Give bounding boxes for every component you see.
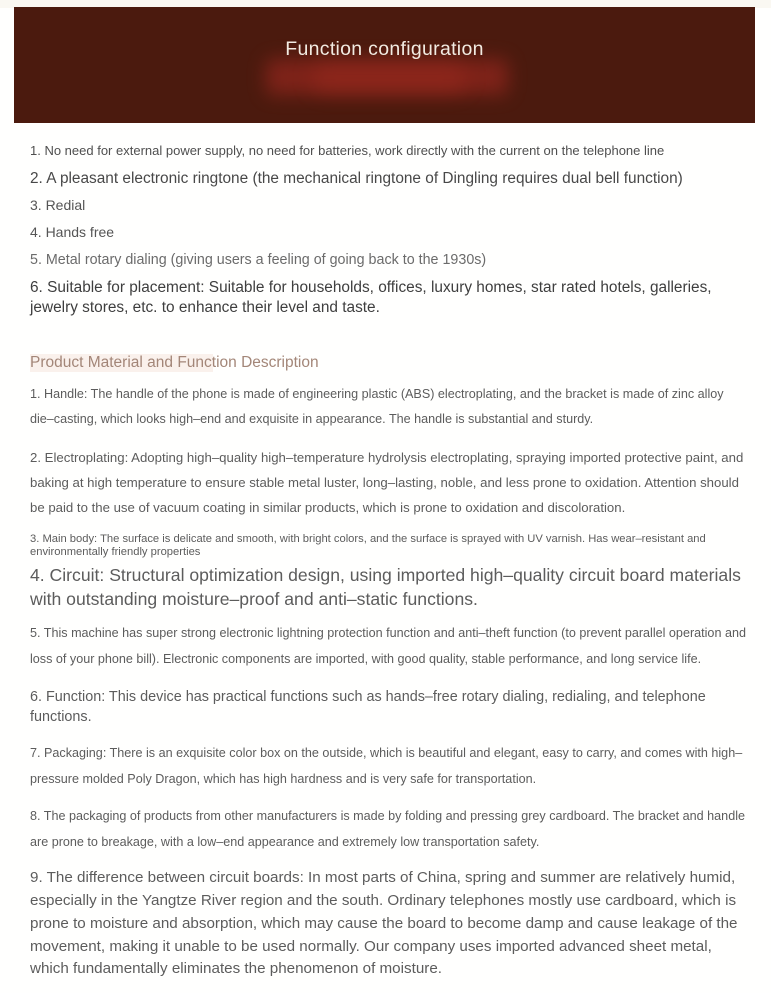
page-title: Function configuration xyxy=(285,38,484,60)
function-list-item: 5. Metal rotary dialing (giving users a feeling of going back to the 1930s) xyxy=(30,252,487,269)
function-configuration-list xyxy=(30,143,747,318)
description-item: 1. Handle: The handle of the phone is made of engineering plastic (ABS) electroplating, and the bracket is made of zinc alloy die–casting, which looks high–end and exquisite in appearance. The handle is substantial and sturdy. xyxy=(30,386,724,427)
function-list-item: 1. No need for external power supply, no need for batteries, work directly with the current on the telephone line xyxy=(30,143,665,158)
description-item: 8. The packaging of products from other manufacturers is made by folding and pressing grey cardboard. The bracket and handle are prone to breakage, with a low–end appearance and extremely low transportation safety. xyxy=(30,809,745,849)
section-heading: Product Material and Function Description xyxy=(30,354,325,372)
description-item: 3. Main body: The surface is delicate and smooth, with bright colors, and the surface is sprayed with UV varnish. Has wear–resistant and environmentally friendly properties xyxy=(30,532,706,559)
material-description-list xyxy=(30,382,747,981)
description-item: 5. This machine has super strong electronic lightning protection function and anti–theft function (to prevent parallel operation and loss of your phone bill). Electronic components are imported, with good quality, stable performance, and long service life. xyxy=(30,626,746,666)
description-item: 6. Function: This device has practical functions such as hands–free rotary dialing, redialing, and telephone functions. xyxy=(30,689,706,726)
function-list-item: 4. Hands free xyxy=(30,224,115,241)
function-list-item: 2. A pleasant electronic ringtone (the mechanical ringtone of Dingling requires dual bell function) xyxy=(30,169,683,187)
description-item: 7. Packaging: There is an exquisite color box on the outside, which is beautiful and elegant, easy to carry, and comes with high–pressure molded Poly Dragon, which has high hardness and is very safe for transportation. xyxy=(30,746,743,786)
header-banner xyxy=(14,7,755,123)
description-item: 2. Electroplating: Adopting high–quality high–temperature hydrolysis electroplating, spraying imported protective paint, and baking at high temperature to ensure stable metal luster, long–lasting, noble, and less prone to oxidation. Attention should be paid to the use of vacuum coating in similar products, which is prone to oxidation and discoloration. xyxy=(30,449,744,516)
function-list-item: 3. Redial xyxy=(30,197,86,214)
blurred-red-text-blob xyxy=(314,65,464,91)
content-area xyxy=(0,123,771,993)
description-item: 9. The difference between circuit boards: In most parts of China, spring and summer are relatively humid, especially in the Yangtze River region and the south. Ordinary telephones mostly use cardboard, which is prone to moisture and absorption, which may cause the board to become damp and cause leakage of the movement, making it unable to be used normally. Our company uses imported advanced sheet metal, which fundamentally eliminates the phenomenon of moisture. xyxy=(30,869,738,978)
function-list-item: 6. Suitable for placement: Suitable for households, offices, luxury homes, star rated hotels, galleries, jewelry stores, etc. to enhance their level and taste. xyxy=(30,279,712,317)
description-item: 4. Circuit: Structural optimization design, using imported high–quality circuit board materials with outstanding moisture–proof and anti–static functions. xyxy=(30,565,741,609)
